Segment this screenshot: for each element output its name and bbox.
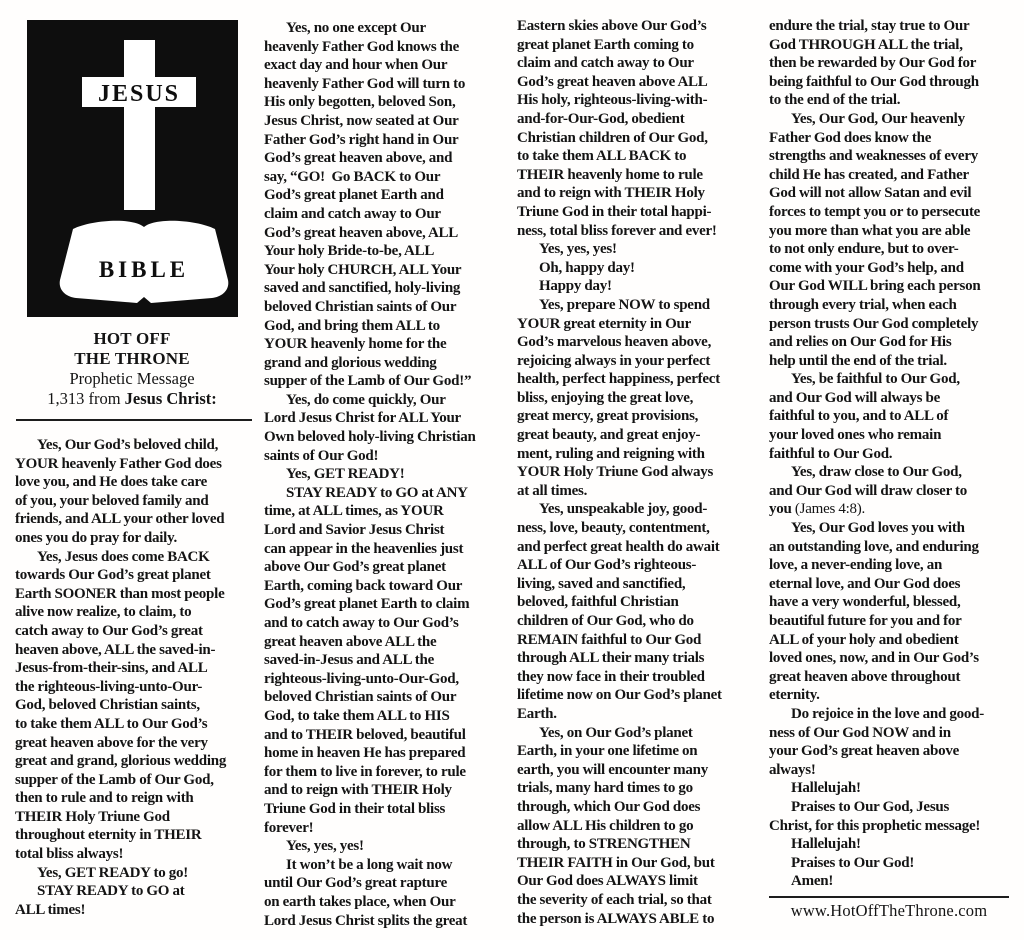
text-line: faithful to Our God. xyxy=(769,445,893,462)
text-line: supper of the Lamb of Our God!” xyxy=(264,373,472,390)
text-line: ALL of Our God’s righteous- xyxy=(517,557,697,574)
text-line: Your holy CHURCH, ALL Your xyxy=(264,261,462,278)
logo-jesus-label: JESUS xyxy=(97,81,181,107)
text-line: the righteous-living-unto-Our- xyxy=(15,678,203,695)
text-line: beloved Christian saints of Our xyxy=(264,689,457,706)
text-line: heavenly Father God will turn to xyxy=(264,75,466,92)
text-line: trials, many hard times to go xyxy=(517,780,693,797)
text-line: God, and bring them ALL to xyxy=(264,317,440,334)
text-line: exact day and hour when Our xyxy=(264,57,448,74)
text-line: ness, love, beauty, contentment, xyxy=(517,520,710,537)
text-line: health, perfect happiness, perfect xyxy=(517,371,720,388)
text-line: STAY READY to GO at xyxy=(37,883,185,900)
text-line: Jesus Christ, now seated at Our xyxy=(264,112,459,129)
text-line: the person is ALWAYS ABLE to xyxy=(517,910,715,927)
text-line: ment, ruling and reigning with xyxy=(517,445,705,462)
text-line: the severity of each trial, so that xyxy=(517,891,712,908)
text-line: they now face in their troubled xyxy=(517,668,705,685)
text-line: Praises to Our God! xyxy=(791,854,915,871)
text-line: Christian children of Our God, xyxy=(517,129,708,146)
text-line: Yes, prepare NOW to spend xyxy=(539,296,710,313)
message-author: Jesus Christ: xyxy=(124,389,217,408)
text-line: ness, total bliss forever and ever! xyxy=(517,222,717,239)
text-line: and to catch away to Our God’s xyxy=(264,615,459,631)
text-line: Own beloved holy-living Christian xyxy=(264,429,476,446)
text-line: children of Our God, who do xyxy=(517,613,694,629)
text-line: on earth takes place, when Our xyxy=(264,893,456,910)
text-line: YOUR heavenly home for the xyxy=(264,336,447,353)
text-line: strengths and weaknesses of every xyxy=(769,148,978,165)
text-line: allow ALL His children to go xyxy=(517,817,694,834)
text-line: Our God does ALWAYS limit xyxy=(517,873,698,890)
text-line: through, which Our God does xyxy=(517,798,701,815)
text-line: grand and glorious wedding xyxy=(264,354,437,371)
text-line: God’s great heaven above ALL xyxy=(517,73,708,90)
text-line: ness of Our God NOW and in xyxy=(769,724,951,741)
text-line: being faithful to Our God through xyxy=(769,73,979,90)
text-line: at all times. xyxy=(517,482,588,499)
text-line: saved-in-Jesus and ALL the xyxy=(264,652,435,669)
text-line: total bliss always! xyxy=(15,846,124,863)
text-line: Praises to Our God, Jesus xyxy=(791,798,950,815)
divider-rule xyxy=(16,419,252,421)
text-line: Earth SOONER than most people xyxy=(15,585,225,602)
text-line: beautiful future for you and for xyxy=(769,613,962,629)
text-line: Triune God in their total bliss xyxy=(264,800,446,817)
text-line: then be rewarded by Our God for xyxy=(769,55,977,72)
text-line: heaven above, ALL the saved-in- xyxy=(15,641,216,658)
text-line: great heaven above ALL the xyxy=(264,633,437,650)
text-line: Lord Jesus Christ for ALL Your xyxy=(264,410,461,427)
text-line: beloved Christian saints of Our xyxy=(264,298,457,315)
text-line: alive now realize, to claim, to xyxy=(15,604,192,621)
text-line: you (James 4:8). xyxy=(769,501,866,518)
text-line: Yes, Our God, Our heavenly xyxy=(791,110,965,127)
masthead xyxy=(12,329,252,409)
text-line: living, saved and sanctified, xyxy=(517,575,686,592)
text-line: Hallelujah! xyxy=(791,780,861,797)
text-line: great heaven above for the very xyxy=(15,734,208,751)
text-line: person trusts Our God completely xyxy=(769,315,979,332)
text-line: throughout eternity in THEIR xyxy=(15,827,202,844)
text-line: saved and sanctified, holy-living xyxy=(264,280,461,297)
text-line: Yes, yes, yes! xyxy=(286,838,364,855)
text-line: loved ones, now, and in Our God’s xyxy=(769,650,979,667)
text-line: ALL times! xyxy=(15,901,86,918)
text-column-1 xyxy=(15,436,263,919)
text-line: have a very wonderful, blessed, xyxy=(769,594,961,611)
logo-bible-label: BIBLE xyxy=(98,257,190,282)
text-line: Lord and Savior Jesus Christ xyxy=(264,522,445,539)
text-line: and-for-Our-God, obedient xyxy=(517,110,685,127)
text-line: can appear in the heavenlies just xyxy=(264,540,464,557)
text-line: God’s marvelous heaven above, xyxy=(517,334,712,351)
text-line: love, a never-ending love, an xyxy=(769,557,943,574)
text-line: God will not allow Satan and evil xyxy=(769,185,972,202)
text-line: God, beloved Christian saints, xyxy=(15,697,200,714)
text-line: endure the trial, stay true to Our xyxy=(769,18,970,34)
text-line: to take them ALL to Our God’s xyxy=(15,715,208,732)
text-line: REMAIN faithful to Our God xyxy=(517,631,702,648)
text-line: eternity. xyxy=(769,687,820,704)
text-line: come with your God’s help, and xyxy=(769,259,964,276)
text-line: Yes, Our God’s beloved child, xyxy=(37,437,219,453)
text-line: and relies on Our God for His xyxy=(769,334,952,351)
text-line: Eastern skies above Our God’s xyxy=(517,18,707,34)
text-line: great and grand, glorious wedding xyxy=(15,753,227,770)
text-line: YOUR heavenly Father God does xyxy=(15,455,222,472)
text-line: Christ, for this prophetic message! xyxy=(769,817,981,834)
text-line: and to reign with THEIR Holy xyxy=(517,185,705,202)
text-line: catch away to Our God’s great xyxy=(15,622,203,639)
text-line: earth, you will encounter many xyxy=(517,761,708,778)
text-line: through, to STRENGTHEN xyxy=(517,836,691,853)
text-line: and to reign with THEIR Holy xyxy=(264,782,452,799)
text-line: forever! xyxy=(264,819,314,836)
text-line: say, “GO! Go BACK to Our xyxy=(264,168,441,185)
text-line: Yes, no one except Our xyxy=(286,20,426,36)
text-line: until Our God’s great rapture xyxy=(264,875,448,892)
text-line: ones you do pray for daily. xyxy=(15,529,178,546)
message-number-line xyxy=(12,389,252,409)
text-line: righteous-living-unto-Our-God, xyxy=(264,670,459,687)
text-line: an outstanding love, and enduring xyxy=(769,538,979,555)
text-line: Jesus-from-their-sins, and ALL xyxy=(15,660,208,677)
text-line: ALL of your holy and obedient xyxy=(769,631,959,648)
text-line: Amen! xyxy=(791,873,834,890)
text-line: Happy day! xyxy=(539,278,612,295)
text-line: THEIR Holy Triune God xyxy=(15,808,170,825)
text-line: rejoicing always in your perfect xyxy=(517,352,711,369)
text-line: Earth, in your one lifetime on xyxy=(517,743,698,760)
text-line: Oh, happy day! xyxy=(539,259,635,276)
text-line: child He has created, and Father xyxy=(769,166,969,183)
text-line: eternal love, and Our God does xyxy=(769,575,961,592)
text-line: Yes, unspeakable joy, good- xyxy=(539,501,708,518)
text-line: time, at ALL times, as YOUR xyxy=(264,503,444,520)
text-line: great beauty, and great enjoy- xyxy=(517,427,701,444)
text-line: THEIR FAITH in Our God, but xyxy=(517,854,715,871)
text-line: Yes, GET READY! xyxy=(286,466,405,483)
text-line: great heaven above throughout xyxy=(769,668,961,685)
divider-rule xyxy=(769,896,1009,898)
text-line: great planet Earth coming to xyxy=(517,36,694,53)
text-line: through ALL their many trials xyxy=(517,650,705,667)
text-line: friends, and ALL your other loved xyxy=(15,511,225,528)
masthead-title-line2: THE THRONE xyxy=(74,349,190,368)
text-line: God, to take them ALL to HIS xyxy=(264,707,450,724)
text-line: and to THEIR beloved, beautiful xyxy=(264,726,466,743)
text-line: and Our God will always be xyxy=(769,389,941,406)
text-line: love you, and He does take care xyxy=(15,474,208,491)
text-line: Yes, GET READY to go! xyxy=(37,864,189,881)
text-line: your God’s great heaven above xyxy=(769,743,960,760)
text-line: Yes, draw close to Our God, xyxy=(791,464,962,481)
text-line: Your holy Bride-to-be, ALL xyxy=(264,243,435,260)
text-line: to take them ALL BACK to xyxy=(517,148,687,165)
text-line: great mercy, great provisions, xyxy=(517,408,699,425)
text-line: Father God’s right hand in Our xyxy=(264,131,459,148)
text-line: Our God WILL bring each person xyxy=(769,278,981,295)
text-line: forces to tempt you or to persecute xyxy=(769,203,981,220)
text-line: towards Our God’s great planet xyxy=(15,567,211,584)
text-column-2 xyxy=(264,19,514,930)
text-line: His holy, righteous-living-with- xyxy=(517,92,708,109)
text-line: help until the end of the trial. xyxy=(769,352,947,369)
text-line: to the end of the trial. xyxy=(769,92,901,109)
text-line: claim and catch away to Our xyxy=(264,205,441,222)
text-line: and Our God will draw closer to xyxy=(769,482,968,499)
text-line: supper of the Lamb of Our God, xyxy=(15,771,214,788)
jesus-bible-logo xyxy=(27,20,238,317)
text-line: above Our God’s great planet xyxy=(264,559,446,576)
text-line: It won’t be a long wait now xyxy=(286,856,453,873)
text-line: Yes, be faithful to Our God, xyxy=(791,371,960,388)
website-url: www.HotOffTheThrone.com xyxy=(790,901,988,920)
text-line: Lord Jesus Christ splits the great xyxy=(264,912,468,929)
text-line: YOUR Holy Triune God always xyxy=(517,464,714,481)
masthead-title-line1: HOT OFF xyxy=(93,329,171,348)
text-line: to not only endure, but to over- xyxy=(769,241,959,258)
cross-icon xyxy=(124,40,155,210)
text-line: Yes, Jesus does come BACK xyxy=(37,548,210,565)
text-line: God’s great planet Earth and xyxy=(264,187,444,204)
text-line: you more than what you are able xyxy=(769,222,971,239)
text-line: Yes, on Our God’s planet xyxy=(539,724,693,741)
text-line: Yes, Our God loves you with xyxy=(791,520,965,537)
text-line: Father God does know the xyxy=(769,129,932,146)
text-line: God’s great heaven above, ALL xyxy=(264,224,459,241)
text-line: Earth. xyxy=(517,705,557,722)
text-line: YOUR great eternity in Our xyxy=(517,315,692,332)
text-line: Do rejoice in the love and good- xyxy=(791,705,985,722)
text-column-3 xyxy=(517,17,767,928)
text-line: Hallelujah! xyxy=(791,836,861,853)
text-line: Yes, do come quickly, Our xyxy=(286,391,446,408)
text-line: bliss, enjoying the great love, xyxy=(517,389,694,406)
text-line: Triune God in their total happi- xyxy=(517,203,712,220)
text-line: Yes, yes, yes! xyxy=(539,241,617,258)
text-line: God’s great heaven above, and xyxy=(264,150,453,167)
text-line: THEIR heavenly home to rule xyxy=(517,166,703,183)
message-number: 1,313 from xyxy=(47,389,125,408)
text-line: beloved, faithful Christian xyxy=(517,594,679,611)
text-line: of you, your beloved family and xyxy=(15,492,209,509)
masthead-subtitle: Prophetic Message xyxy=(69,369,195,388)
text-column-4 xyxy=(769,17,1022,891)
text-line: saints of Our God! xyxy=(264,447,379,464)
text-line: through every trial, when each xyxy=(769,296,957,313)
text-line: claim and catch away to Our xyxy=(517,55,694,72)
text-line: Earth, coming back toward Our xyxy=(264,577,463,594)
text-line: and perfect great health do await xyxy=(517,538,720,555)
text-line: your loved ones who remain xyxy=(769,427,942,444)
text-line: God’s great planet Earth to claim xyxy=(264,596,470,613)
text-line: God THROUGH ALL the trial, xyxy=(769,36,963,53)
text-line: heavenly Father God knows the xyxy=(264,38,460,55)
text-line: then to rule and to reign with xyxy=(15,790,194,807)
text-line: always! xyxy=(769,761,816,778)
text-line: His only begotten, beloved Son, xyxy=(264,94,456,111)
text-line: faithful to you, and to ALL of xyxy=(769,408,949,425)
text-line: home in heaven He has prepared xyxy=(264,745,466,762)
text-line: lifetime now on Our God’s planet xyxy=(517,687,722,704)
text-line: for them to live in forever, to rule xyxy=(264,763,466,780)
text-line: STAY READY to GO at ANY xyxy=(286,484,468,501)
